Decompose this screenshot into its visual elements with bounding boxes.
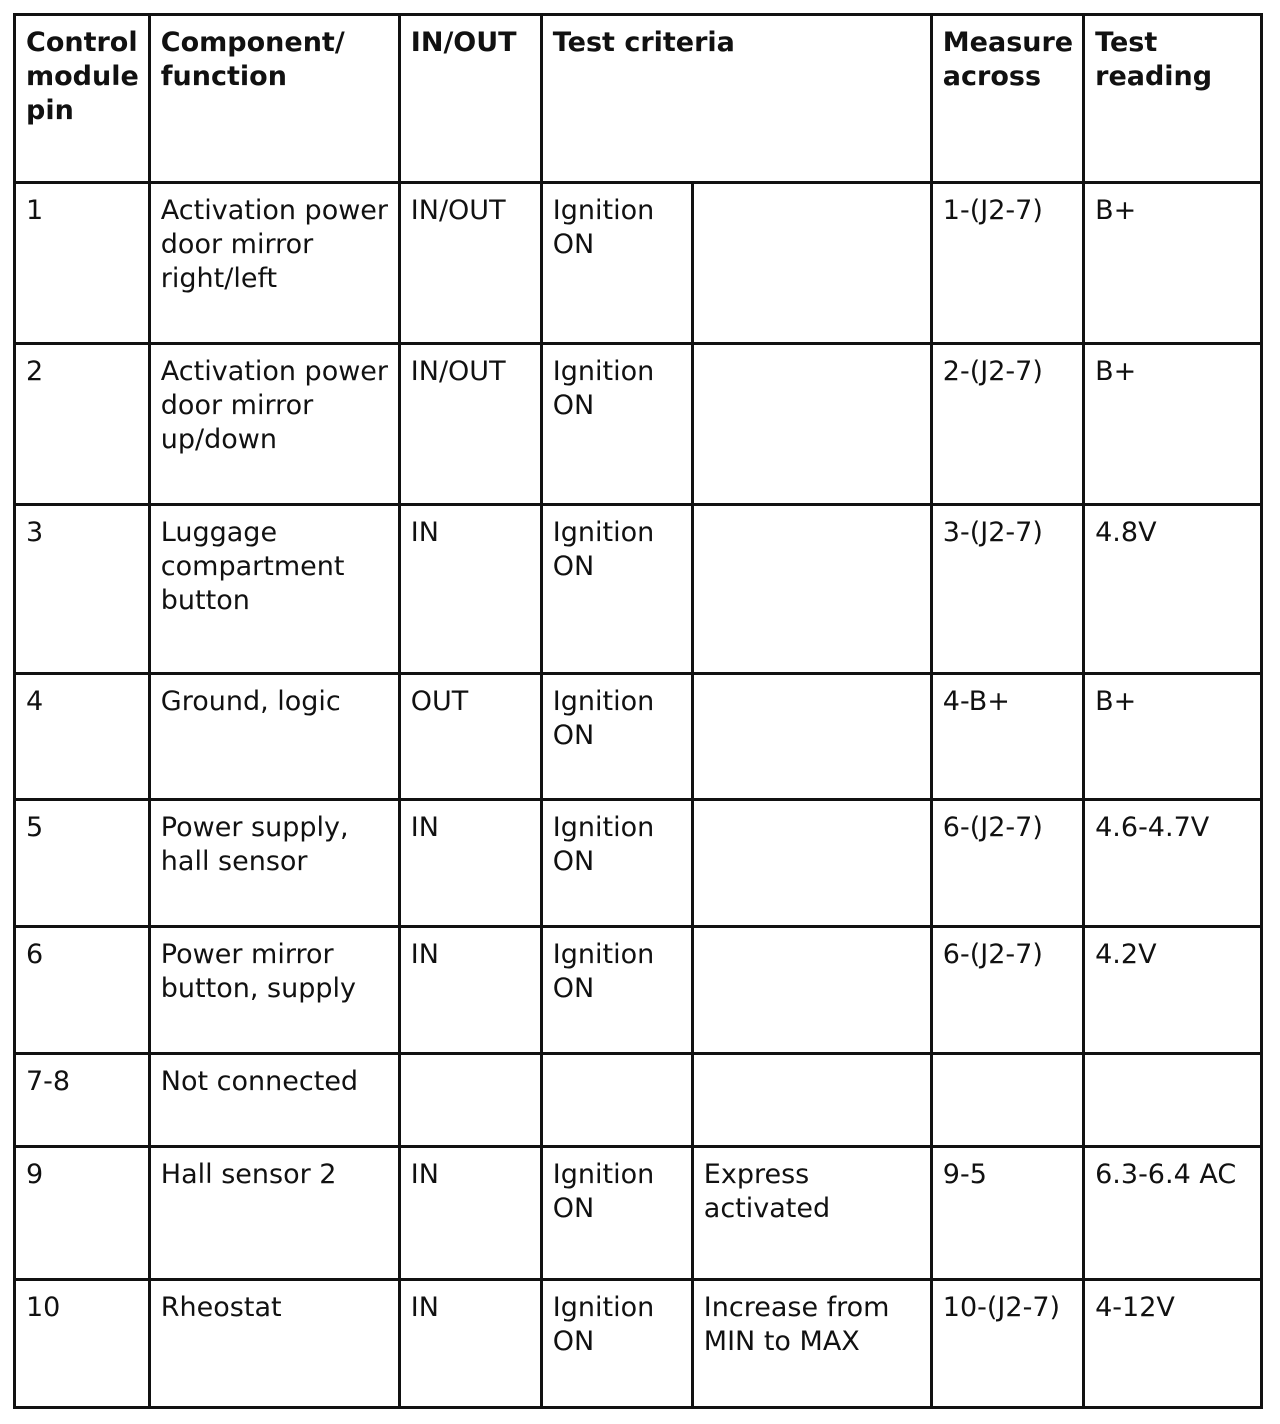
table-row <box>15 927 1262 1054</box>
cell-criteria-1: Ignition ON <box>541 344 692 505</box>
cell-criteria-1: Ignition ON <box>541 927 692 1054</box>
cell-criteria-2 <box>692 674 931 800</box>
cell-criteria-2 <box>692 505 931 674</box>
cell-pin: 1 <box>15 183 150 344</box>
cell-inout: IN <box>399 1147 541 1280</box>
cell-measure: 6-(J2-7) <box>931 927 1083 1054</box>
table-row <box>15 505 1262 674</box>
cell-criteria-2: Increase from MIN to MAX <box>692 1280 931 1408</box>
cell-measure: 3-(J2-7) <box>931 505 1083 674</box>
cell-criteria-1: Ignition ON <box>541 674 692 800</box>
cell-criteria-1 <box>541 1054 692 1147</box>
cell-pin: 3 <box>15 505 150 674</box>
cell-reading: 4.8V <box>1084 505 1262 674</box>
header-row <box>15 15 1262 183</box>
cell-component: Power mirror button, supply <box>149 927 399 1054</box>
cell-inout: IN/OUT <box>399 183 541 344</box>
cell-criteria-2 <box>692 927 931 1054</box>
cell-component: Activation power door mirror right/left <box>149 183 399 344</box>
cell-measure: 1-(J2-7) <box>931 183 1083 344</box>
table-row <box>15 344 1262 505</box>
cell-inout: IN/OUT <box>399 344 541 505</box>
cell-inout: IN <box>399 927 541 1054</box>
cell-measure <box>931 1054 1083 1147</box>
cell-inout: IN <box>399 505 541 674</box>
pin-test-table <box>13 13 1263 1409</box>
cell-component: Power supply, hall sensor <box>149 800 399 927</box>
cell-component: Hall sensor 2 <box>149 1147 399 1280</box>
cell-pin: 7-8 <box>15 1054 150 1147</box>
cell-reading <box>1084 1054 1262 1147</box>
header-measure: Measure across <box>931 15 1083 183</box>
header-criteria: Test criteria <box>541 15 931 183</box>
cell-pin: 6 <box>15 927 150 1054</box>
header-pin: Control module pin <box>15 15 150 183</box>
cell-measure: 4-B+ <box>931 674 1083 800</box>
header-inout: IN/OUT <box>399 15 541 183</box>
cell-pin: 5 <box>15 800 150 927</box>
cell-criteria-2 <box>692 344 931 505</box>
cell-criteria-1: Ignition ON <box>541 1147 692 1280</box>
cell-measure: 2-(J2-7) <box>931 344 1083 505</box>
cell-criteria-2: Express activated <box>692 1147 931 1280</box>
cell-reading: B+ <box>1084 183 1262 344</box>
table-row <box>15 183 1262 344</box>
cell-component: Ground, logic <box>149 674 399 800</box>
cell-pin: 2 <box>15 344 150 505</box>
cell-criteria-2 <box>692 183 931 344</box>
cell-pin: 9 <box>15 1147 150 1280</box>
table-row <box>15 1054 1262 1147</box>
cell-inout <box>399 1054 541 1147</box>
cell-pin: 10 <box>15 1280 150 1408</box>
cell-component: Activation power door mirror up/down <box>149 344 399 505</box>
cell-reading: 4-12V <box>1084 1280 1262 1408</box>
cell-criteria-1: Ignition ON <box>541 183 692 344</box>
cell-component: Rheostat <box>149 1280 399 1408</box>
cell-criteria-2 <box>692 1054 931 1147</box>
cell-criteria-1: Ignition ON <box>541 800 692 927</box>
cell-component: Not connected <box>149 1054 399 1147</box>
cell-criteria-1: Ignition ON <box>541 505 692 674</box>
cell-pin: 4 <box>15 674 150 800</box>
cell-reading: 6.3-6.4 AC <box>1084 1147 1262 1280</box>
cell-reading: B+ <box>1084 674 1262 800</box>
header-component: Component/ function <box>149 15 399 183</box>
cell-measure: 10-(J2-7) <box>931 1280 1083 1408</box>
table-row <box>15 1147 1262 1280</box>
cell-reading: 4.6-4.7V <box>1084 800 1262 927</box>
cell-reading: 4.2V <box>1084 927 1262 1054</box>
cell-reading: B+ <box>1084 344 1262 505</box>
header-reading: Test reading <box>1084 15 1262 183</box>
table-row <box>15 1280 1262 1408</box>
table-row <box>15 674 1262 800</box>
cell-measure: 9-5 <box>931 1147 1083 1280</box>
cell-inout: IN <box>399 800 541 927</box>
cell-criteria-1: Ignition ON <box>541 1280 692 1408</box>
cell-component: Luggage compartment button <box>149 505 399 674</box>
cell-inout: OUT <box>399 674 541 800</box>
cell-inout: IN <box>399 1280 541 1408</box>
table-row <box>15 800 1262 927</box>
cell-measure: 6-(J2-7) <box>931 800 1083 927</box>
cell-criteria-2 <box>692 800 931 927</box>
